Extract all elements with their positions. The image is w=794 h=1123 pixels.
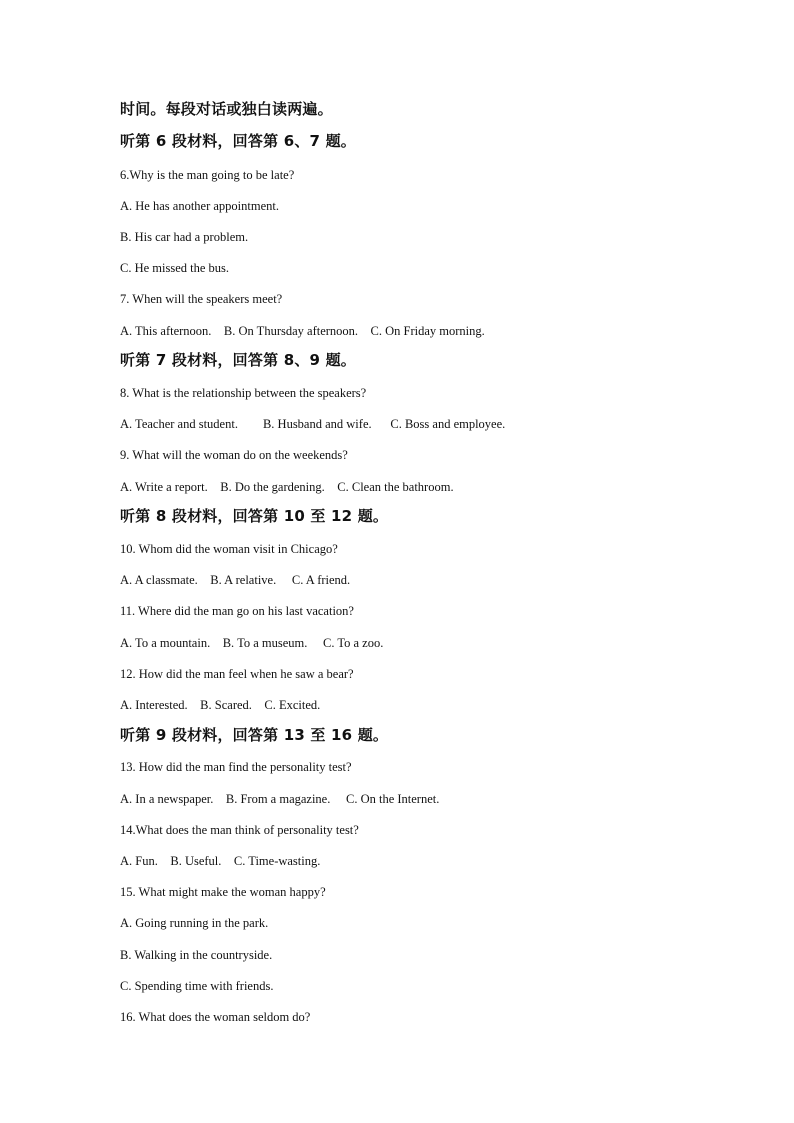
question-9: 9. What will the woman do on the weekends? [120, 448, 348, 462]
question-13: 13. How did the man find the personality test? [120, 760, 352, 774]
option-6c: C. He missed the bus. [120, 261, 230, 275]
options-9: A. Write a report. B. Do the gardening. C. Clean the bathroom. [120, 480, 454, 494]
question-12: 12. How did the man feel when he saw a bear? [120, 667, 354, 681]
options-7: A. This afternoon. B. On Thursday afternoon. C. On Friday morning. [120, 324, 485, 338]
options-13: A. In a newspaper. B. From a magazine. C. On the Internet. [120, 792, 440, 806]
question-8: 8. What is the relationship between the speakers? [120, 386, 367, 400]
option-6b: B. His car had a problem. [120, 230, 249, 244]
section-heading-6: 听第 6 段材料，回答第 6、7 题。 [120, 132, 357, 150]
question-16: 16. What does the woman seldom do? [120, 1010, 311, 1024]
options-8: A. Teacher and student. B. Husband and wife. C. Boss and employee. [120, 417, 506, 431]
question-11: 11. Where did the man go on his last vacation? [120, 604, 354, 618]
question-6: 6.Why is the man going to be late? [120, 168, 295, 182]
option-15c: C. Spending time with friends. [120, 979, 274, 993]
options-11: A. To a mountain. B. To a museum. C. To a zoo. [120, 636, 384, 650]
question-7: 7. When will the speakers meet? [120, 292, 283, 306]
options-14: A. Fun. B. Useful. C. Time-wasting. [120, 854, 321, 868]
option-15a: A. Going running in the park. [120, 916, 269, 930]
section-heading-7: 听第 7 段材料，回答第 8、9 题。 [120, 351, 357, 369]
option-15b: B. Walking in the countryside. [120, 948, 273, 962]
options-12: A. Interested. B. Scared. C. Excited. [120, 698, 321, 712]
intro-text: 时间。每段对话或独白读两遍。 [120, 100, 333, 118]
section-heading-8: 听第 8 段材料，回答第 10 至 12 题。 [120, 507, 389, 525]
question-10: 10. Whom did the woman visit in Chicago? [120, 542, 338, 556]
question-14: 14.What does the man think of personality test? [120, 823, 359, 837]
option-6a: A. He has another appointment. [120, 199, 279, 213]
options-10: A. A classmate. B. A relative. C. A friend. [120, 573, 351, 587]
section-heading-9: 听第 9 段材料，回答第 13 至 16 题。 [120, 726, 389, 744]
question-15: 15. What might make the woman happy? [120, 885, 326, 899]
